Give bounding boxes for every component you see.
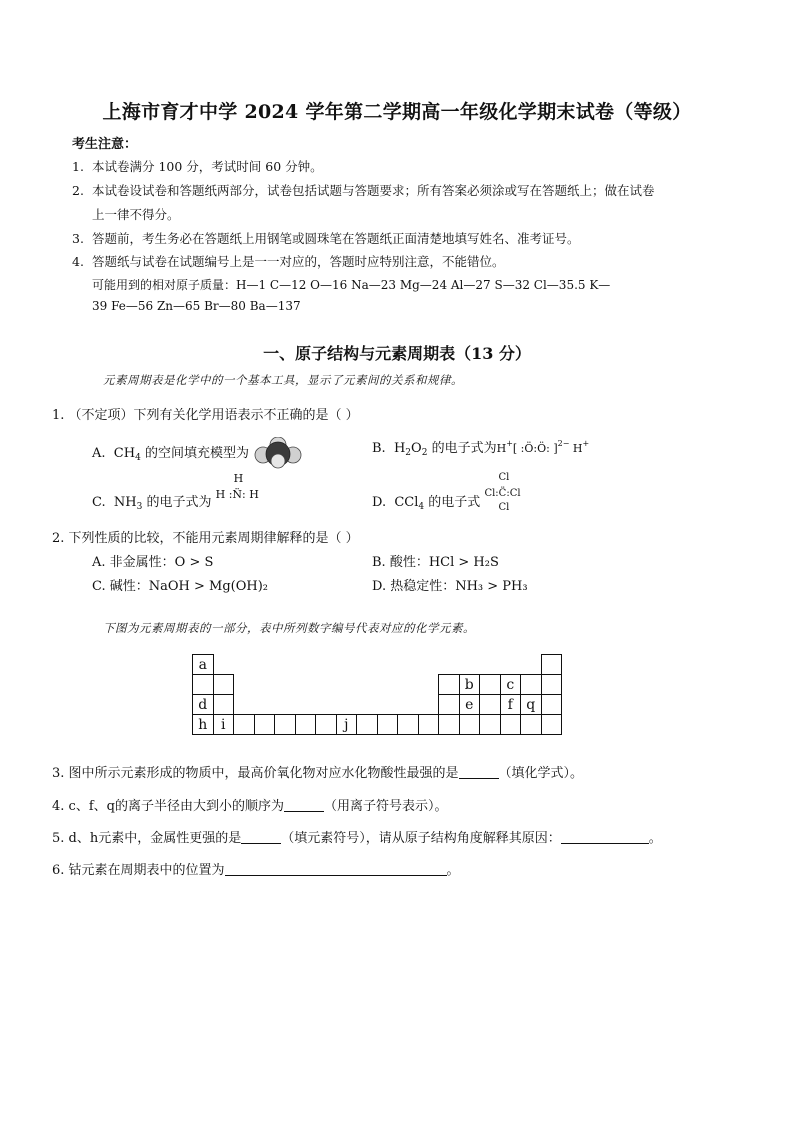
element-cell: [480, 695, 501, 715]
element-cell: [316, 715, 337, 735]
atomic-masses-line2: 39 Fe—56 Zn—65 Br—80 Ba—137: [92, 299, 301, 313]
element-cell: [521, 715, 542, 735]
question-1-stem: 1. （不定项）下列有关化学用语表示不正确的是（ ）: [52, 408, 359, 423]
element-cell: [418, 715, 439, 735]
element-cell: [541, 715, 562, 735]
answer-blank[interactable]: [284, 798, 324, 812]
notice-item: 2. 本试卷设试卷和答题纸两部分，试卷包括试题与答题要求；所有答案必须涂或写在答题纸上；做在试卷: [72, 183, 655, 198]
element-cell: [213, 675, 234, 695]
element-cell: [234, 715, 255, 735]
element-cell: [193, 675, 214, 695]
table-intro: 下图为元素周期表的一部分，表中所列数字编号代表对应的化学元素。: [103, 621, 475, 635]
element-cell: [541, 695, 562, 715]
answer-blank[interactable]: [459, 765, 499, 779]
element-cell: d: [193, 695, 214, 715]
element-cell: [377, 715, 398, 735]
q2-option-d: D. 热稳定性：NH₃ > PH₃: [372, 579, 528, 594]
periodic-table-fragment: [192, 654, 562, 735]
element-cell: [295, 715, 316, 735]
q1-option-d: D. CCl$_4$ 的电子式 Cl Cl:C̈:Cl Cl: [372, 484, 528, 514]
section-intro: 元素周期表是化学中的一个基本工具，显示了元素间的关系和规律。: [103, 373, 463, 387]
atomic-masses-line1: 可能用到的相对原子质量：H—1 C—12 O—16 Na—23 Mg—24 Al—27 S—32 Cl—35.5 K—: [92, 278, 611, 292]
nh3-electron-formula: H H :N̈: H: [215, 472, 259, 501]
notice-item: 3. 答题前，考生务必在答题纸上用钢笔或圆珠笔在答题纸正面清楚地填写姓名、准考证号。: [72, 231, 580, 246]
q2-option-a: A. 非金属性：O > S: [92, 555, 214, 570]
element-cell: f: [500, 695, 521, 715]
notice-heading: 考生注意：: [72, 137, 138, 152]
element-cell: [213, 695, 234, 715]
notice-item: 4. 答题纸与试卷在试题编号上是一一对应的，答题时应特别注意，不能错位。: [72, 254, 505, 269]
element-cell: a: [193, 655, 214, 675]
element-cell: [480, 675, 501, 695]
answer-blank[interactable]: [225, 862, 447, 876]
ccl4-electron-formula: Cl Cl:C̈:Cl Cl: [484, 472, 521, 513]
element-cell: h: [193, 715, 214, 735]
element-cell: [439, 675, 460, 695]
question-3: 3. 图中所示元素形成的物质中，最高价氧化物对应水化物酸性最强的是 （填化学式）。: [52, 766, 584, 781]
element-cell: [521, 675, 542, 695]
exam-title: 上海市育才中学 2024 学年第二学期高一年级化学期末试卷（等级）: [102, 101, 692, 123]
q1-option-b: B. $H_2O_2$ 的电子式为H+[ :Ö:Ö: ]$^{2-}$ H+: [372, 439, 590, 458]
element-cell: [480, 715, 501, 735]
element-cell: [439, 695, 460, 715]
element-cell: j: [336, 715, 357, 735]
element-cell: c: [500, 675, 521, 695]
element-cell: [275, 715, 296, 735]
element-cell: [541, 655, 562, 675]
element-cell: [254, 715, 275, 735]
element-cell: [357, 715, 378, 735]
element-cell: i: [213, 715, 234, 735]
question-4: 4. c、f、q的离子半径由大到小的顺序为 （用离子符号表示）。: [52, 799, 448, 814]
methane-space-filling-model-icon: [253, 437, 303, 469]
element-cell: [541, 675, 562, 695]
notice-item-continuation: 上一律不得分。: [92, 207, 180, 222]
section-heading: 一、原子结构与元素周期表（13 分）: [263, 344, 531, 363]
h2o2-electron-formula: H+[ :Ö:Ö: ]$^{2-}$ H+: [496, 439, 590, 455]
q2-option-b: B. 酸性：HCl > H₂S: [372, 555, 499, 570]
element-cell: [439, 715, 460, 735]
element-cell: q: [521, 695, 542, 715]
question-5: 5. d、h元素中，金属性更强的是 （填元素符号），请从原子结构角度解释其原因： 。: [52, 831, 662, 846]
answer-blank[interactable]: [561, 830, 649, 844]
q2-option-c: C. 碱性：NaOH > Mg(OH)₂: [92, 579, 269, 594]
q1-option-c: C. $NH_3$ 的电子式为 H H :N̈: H: [92, 484, 266, 514]
question-2-stem: 2. 下列性质的比较，不能用元素周期律解释的是（ ）: [52, 531, 359, 546]
element-cell: e: [459, 695, 480, 715]
question-6: 6. 钴元素在周期表中的位置为 。: [52, 863, 460, 878]
element-cell: [500, 715, 521, 735]
element-cell: [459, 715, 480, 735]
notice-item: 1. 本试卷满分 100 分，考试时间 60 分钟。: [72, 159, 323, 174]
q1-option-a: A. $CH_4$ 的空间填充模型为: [92, 437, 303, 469]
answer-blank[interactable]: [241, 830, 281, 844]
element-cell: b: [459, 675, 480, 695]
element-cell: [398, 715, 419, 735]
